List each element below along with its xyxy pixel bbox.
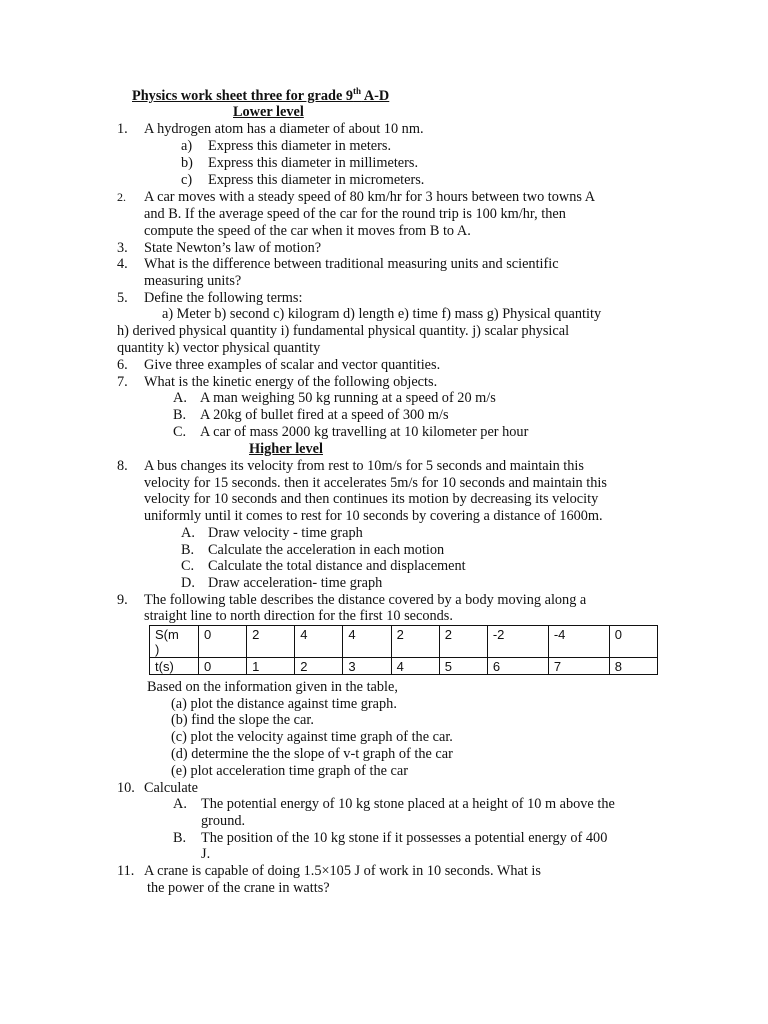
higher-level-heading: Higher level	[249, 441, 323, 457]
q9-after-text: Based on the information given in the table,	[147, 679, 398, 695]
q8-number: 8.	[117, 458, 128, 474]
table-row-label: S(m )	[150, 626, 199, 658]
table-cell: 4	[343, 626, 391, 658]
q7-sub-label: C.	[173, 424, 187, 440]
lower-level-heading: Lower level	[233, 104, 304, 120]
q1-sub-label: b)	[181, 155, 193, 171]
q1-sub-text: Express this diameter in micrometers.	[208, 172, 425, 188]
table-cell: -4	[548, 626, 609, 658]
q4-line: What is the difference between traditional measuring units and scientific	[144, 256, 559, 272]
q1-sub-text: Express this diameter in meters.	[208, 138, 392, 154]
q10-b-line: J.	[201, 846, 211, 862]
q8-sub-label: C.	[181, 558, 195, 574]
table-cell: 6	[487, 658, 548, 675]
q1-sub-label: a)	[181, 138, 193, 154]
distance-time-table	[149, 625, 658, 675]
table-cell: 0	[199, 626, 247, 658]
table-cell: 0	[199, 658, 247, 675]
q10-sub-label: B.	[173, 830, 187, 846]
table-row	[150, 626, 658, 658]
q8-sub-label: B.	[181, 542, 195, 558]
q4-line: measuring units?	[144, 273, 242, 289]
q9-sub: (a) plot the distance against time graph.	[171, 696, 397, 712]
q7-sub-text: A 20kg of bullet fired at a speed of 300 m/s	[200, 407, 449, 423]
q7-number: 7.	[117, 374, 128, 390]
q11-number: 11.	[117, 863, 135, 879]
q5-line: quantity k) vector physical quantity	[117, 340, 321, 356]
q9-sub: (d) determine the the slope of v-t graph of the car	[171, 746, 453, 762]
q1-number: 1.	[117, 121, 128, 137]
q10-b-line: The position of the 10 kg stone if it possesses a potential energy of 400	[201, 830, 608, 846]
q8-line: uniformly until it comes to rest for 10 seconds by covering a distance of 1600m.	[144, 508, 603, 524]
q8-sub-text: Calculate the total distance and displacement	[208, 558, 466, 574]
q10-a-line: ground.	[201, 813, 246, 829]
q11-line: the power of the crane in watts?	[147, 880, 330, 896]
q3-number: 3.	[117, 240, 128, 256]
table-cell: 4	[295, 626, 343, 658]
q10-sub-label: A.	[173, 796, 187, 812]
q10-text: Calculate	[144, 780, 198, 796]
q8-sub-text: Calculate the acceleration in each motion	[208, 542, 445, 558]
q2-line: and B. If the average speed of the car for the round trip is 100 km/hr, then	[144, 206, 566, 222]
q10-number: 10.	[117, 780, 135, 796]
table-cell: 2	[295, 658, 343, 675]
q8-sub-text: Draw acceleration- time graph	[208, 575, 383, 591]
q9-sub: (e) plot acceleration time graph of the car	[171, 763, 408, 779]
table-cell: 8	[609, 658, 657, 675]
q8-line: velocity for 10 seconds and then continues its motion by decreasing its velocity	[144, 491, 599, 507]
q2-line: A car moves with a steady speed of 80 km/hr for 3 hours between two towns A	[144, 189, 596, 205]
q5-line: a) Meter b) second c) kilogram d) length e) time f) mass g) Physical quantity	[162, 306, 602, 322]
table-cell: 2	[391, 626, 439, 658]
q8-sub-label: A.	[181, 525, 195, 541]
q6-number: 6.	[117, 357, 128, 373]
q11-line: A crane is capable of doing 1.5×105 J of work in 10 seconds. What is	[144, 863, 541, 879]
table-cell: 3	[343, 658, 391, 675]
table-row-label: t(s)	[150, 658, 199, 675]
q2-line: compute the speed of the car when it moves from B to A.	[144, 223, 471, 239]
q10-a-line: The potential energy of 10 kg stone placed at a height of 10 m above the	[201, 796, 615, 812]
q8-sub-text: Draw velocity - time graph	[208, 525, 363, 541]
q7-text: What is the kinetic energy of the following objects.	[144, 374, 438, 390]
table-cell: 5	[439, 658, 487, 675]
table-row	[150, 658, 658, 675]
q9-number: 9.	[117, 592, 128, 608]
q9-line: straight line to north direction for the first 10 seconds.	[144, 608, 453, 624]
q2-number: 2.	[117, 190, 126, 204]
q1-text: A hydrogen atom has a diameter of about 10 nm.	[144, 121, 424, 137]
worksheet-title: Physics work sheet three for grade 9th A-D	[132, 86, 390, 104]
q8-sub-label: D.	[181, 575, 195, 591]
table-cell: 7	[548, 658, 609, 675]
q9-line: The following table describes the distance covered by a body moving along a	[144, 592, 587, 608]
q7-sub-label: B.	[173, 407, 187, 423]
table-cell: 2	[439, 626, 487, 658]
q9-sub: (c) plot the velocity against time graph of the car.	[171, 729, 453, 745]
q8-line: velocity for 15 seconds. then it accelerates 5m/s for 10 seconds and maintain this	[144, 475, 607, 491]
q5-line: h) derived physical quantity i) fundamental physical quantity. j) scalar physical	[117, 323, 570, 339]
table-cell: 1	[247, 658, 295, 675]
q5-text: Define the following terms:	[144, 290, 303, 306]
q5-number: 5.	[117, 290, 128, 306]
table-cell: -2	[487, 626, 548, 658]
table-cell: 0	[609, 626, 657, 658]
table-cell: 4	[391, 658, 439, 675]
q8-line: A bus changes its velocity from rest to 10m/s for 5 seconds and maintain this	[144, 458, 584, 474]
table-cell: 2	[247, 626, 295, 658]
q6-text: Give three examples of scalar and vector quantities.	[144, 357, 441, 373]
q3-text: State Newton’s law of motion?	[144, 240, 322, 256]
q4-number: 4.	[117, 256, 128, 272]
q1-sub-label: c)	[181, 172, 193, 188]
q7-sub-text: A man weighing 50 kg running at a speed of 20 m/s	[200, 390, 496, 406]
q7-sub-text: A car of mass 2000 kg travelling at 10 kilometer per hour	[200, 424, 529, 440]
q7-sub-label: A.	[173, 390, 187, 406]
q9-sub: (b) find the slope the car.	[171, 712, 314, 728]
q1-sub-text: Express this diameter in millimeters.	[208, 155, 419, 171]
